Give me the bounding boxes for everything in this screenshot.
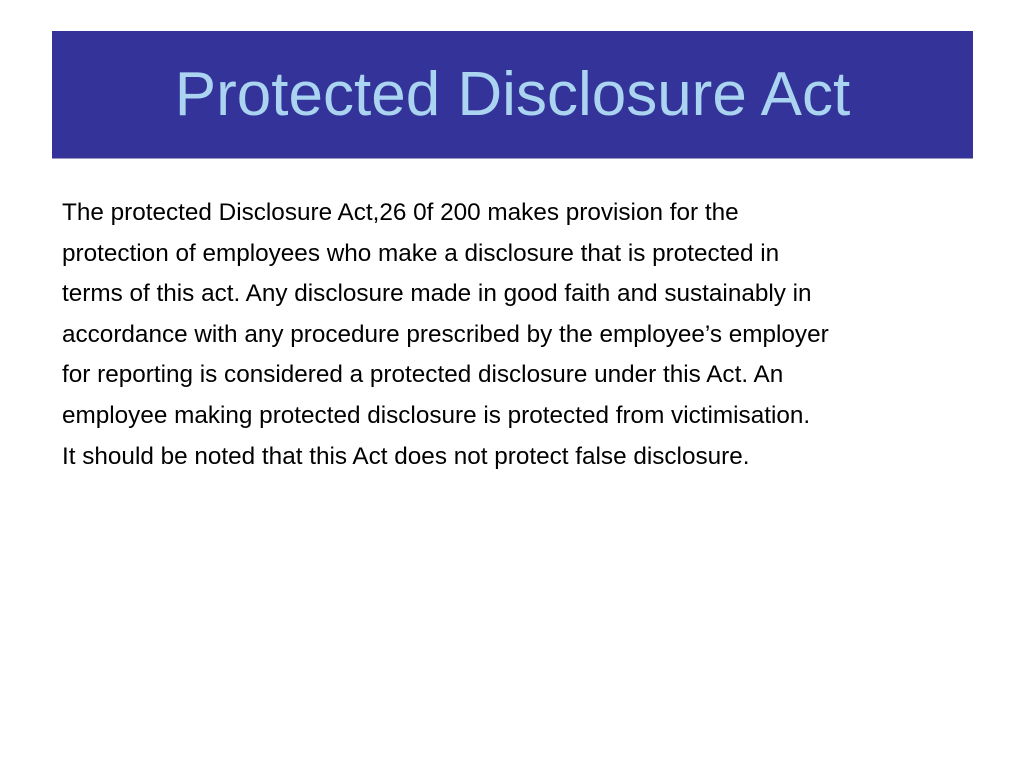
body-line: The protected Disclosure Act,26 0f 200 makes provision for the: [62, 199, 739, 226]
body-line: employee making protected disclosure is protected from victimisation.: [62, 401, 811, 429]
body-line: for reporting is considered a protected disclosure under this Act. An: [62, 361, 784, 389]
body-line: It should be noted that this Act does not protect false disclosure.: [62, 442, 750, 470]
body-line: protection of employees who make a disclosure that is protected in: [62, 239, 780, 267]
slide-title: Protected Disclosure Act: [174, 60, 851, 129]
body-line: terms of this act. Any disclosure made in good faith and sustainably in: [62, 280, 812, 308]
slide-body: [62, 193, 972, 477]
title-banner: [52, 31, 973, 159]
body-line: accordance with any procedure prescribed by the employee’s employer: [62, 320, 829, 348]
